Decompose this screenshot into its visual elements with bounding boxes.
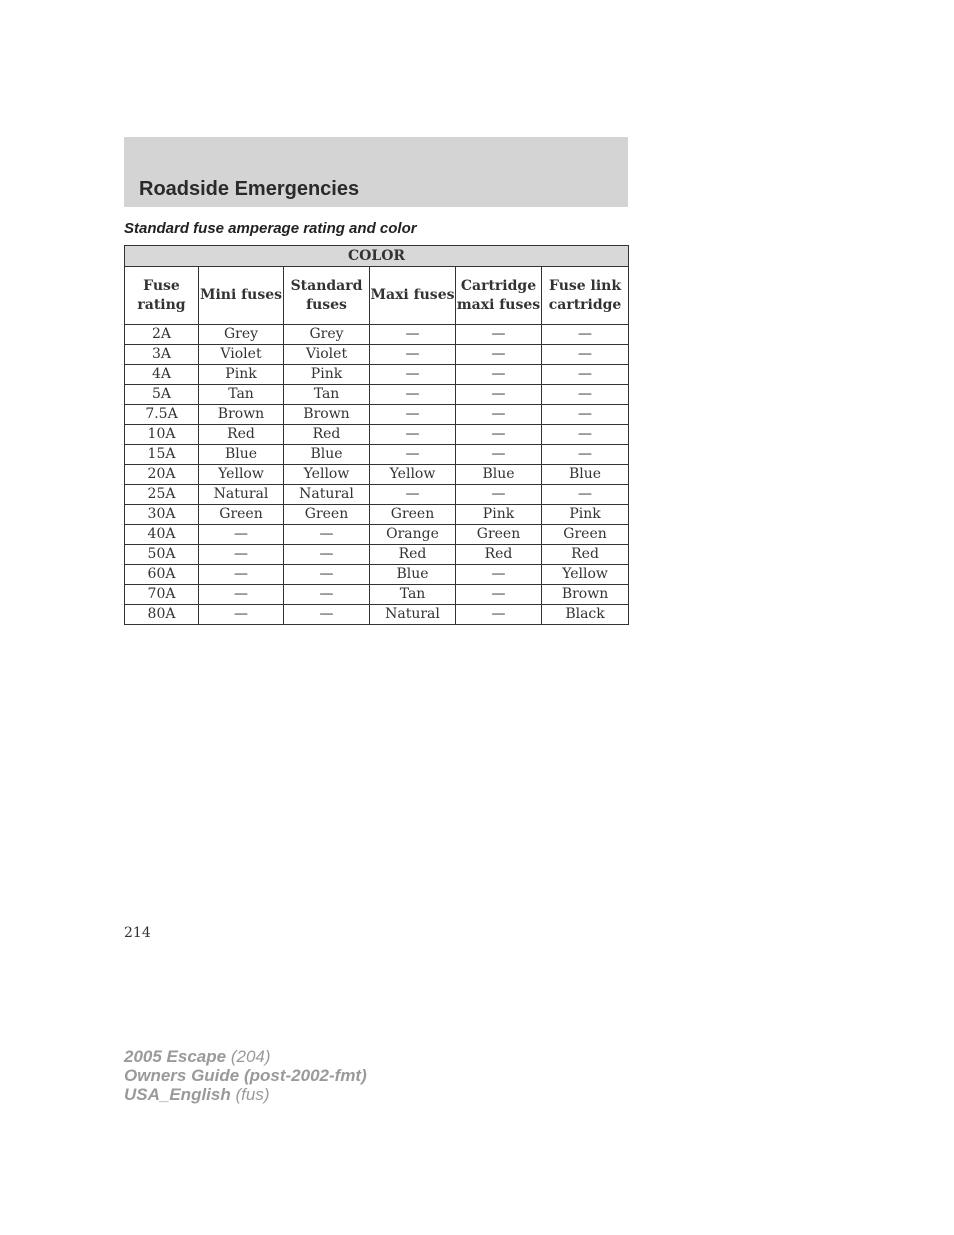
- table-row: [125, 465, 629, 485]
- color-cell: —: [456, 365, 542, 385]
- color-cell: —: [284, 585, 370, 605]
- table-row: [125, 445, 629, 465]
- color-cell: —: [456, 405, 542, 425]
- color-cell: Yellow: [284, 465, 370, 485]
- table-row: [125, 605, 629, 625]
- footer-guide: Owners Guide (post-2002-fmt): [124, 1066, 367, 1085]
- color-cell: Green: [542, 525, 629, 545]
- color-cell: Violet: [284, 345, 370, 365]
- color-cell: —: [199, 525, 284, 545]
- column-header: Standard fuses: [284, 267, 370, 325]
- table-row: [125, 385, 629, 405]
- fuse-rating-cell: 3A: [125, 345, 199, 365]
- fuse-rating-cell: 7.5A: [125, 405, 199, 425]
- color-cell: —: [456, 445, 542, 465]
- color-cell: Red: [199, 425, 284, 445]
- footer-locale: USA_English: [124, 1085, 231, 1104]
- color-cell: —: [199, 585, 284, 605]
- color-cell: Red: [284, 425, 370, 445]
- footer-model-code: (204): [230, 1047, 271, 1066]
- color-cell: Blue: [284, 445, 370, 465]
- column-header: Cartridge maxi fuses: [456, 267, 542, 325]
- color-cell: —: [542, 345, 629, 365]
- color-cell: —: [199, 605, 284, 625]
- table-body: [125, 325, 629, 625]
- table-row: [125, 365, 629, 385]
- color-cell: —: [456, 425, 542, 445]
- color-cell: —: [284, 545, 370, 565]
- document-footer: [124, 1047, 367, 1104]
- color-cell: —: [370, 485, 456, 505]
- fuse-rating-cell: 5A: [125, 385, 199, 405]
- color-cell: Grey: [199, 325, 284, 345]
- color-cell: —: [370, 445, 456, 465]
- column-header: Fuse link cartridge: [542, 267, 629, 325]
- table-row: [125, 485, 629, 505]
- color-cell: Green: [284, 505, 370, 525]
- table-caption: Standard fuse amperage rating and color: [124, 220, 417, 237]
- color-cell: —: [456, 585, 542, 605]
- table-row: [125, 585, 629, 605]
- color-cell: —: [370, 425, 456, 445]
- color-cell: Green: [370, 505, 456, 525]
- table-header-row: [125, 267, 629, 325]
- table-row: [125, 545, 629, 565]
- column-header: Fuse rating: [125, 267, 199, 325]
- color-cell: —: [542, 485, 629, 505]
- fuse-rating-cell: 50A: [125, 545, 199, 565]
- fuse-rating-cell: 60A: [125, 565, 199, 585]
- column-header: Maxi fuses: [370, 267, 456, 325]
- color-cell: —: [456, 385, 542, 405]
- footer-line-3: [124, 1085, 367, 1104]
- footer-model: 2005 Escape: [124, 1047, 227, 1066]
- color-cell: Brown: [199, 405, 284, 425]
- column-header: Mini fuses: [199, 267, 284, 325]
- color-cell: Blue: [199, 445, 284, 465]
- fuse-rating-cell: 4A: [125, 365, 199, 385]
- color-cell: Pink: [284, 365, 370, 385]
- page-number: 214: [124, 925, 151, 941]
- color-cell: Brown: [284, 405, 370, 425]
- color-cell: Red: [542, 545, 629, 565]
- table-row: [125, 525, 629, 545]
- color-cell: —: [542, 365, 629, 385]
- fuse-rating-cell: 20A: [125, 465, 199, 485]
- fuse-rating-cell: 80A: [125, 605, 199, 625]
- fuse-color-table: [124, 245, 629, 625]
- color-cell: —: [456, 565, 542, 585]
- color-cell: —: [542, 425, 629, 445]
- color-cell: —: [284, 525, 370, 545]
- color-cell: Tan: [284, 385, 370, 405]
- table-row: [125, 505, 629, 525]
- color-cell: Blue: [370, 565, 456, 585]
- fuse-rating-cell: 15A: [125, 445, 199, 465]
- color-cell: Natural: [284, 485, 370, 505]
- color-cell: Black: [542, 605, 629, 625]
- color-cell: —: [542, 325, 629, 345]
- color-cell: Tan: [370, 585, 456, 605]
- table-row: [125, 405, 629, 425]
- section-header-band: [124, 137, 628, 207]
- color-cell: —: [284, 565, 370, 585]
- fuse-rating-cell: 2A: [125, 325, 199, 345]
- color-cell: —: [370, 345, 456, 365]
- fuse-rating-cell: 40A: [125, 525, 199, 545]
- fuse-rating-cell: 25A: [125, 485, 199, 505]
- color-cell: —: [199, 545, 284, 565]
- color-cell: —: [284, 605, 370, 625]
- color-cell: Violet: [199, 345, 284, 365]
- color-cell: Orange: [370, 525, 456, 545]
- color-cell: Yellow: [542, 565, 629, 585]
- footer-line-1: [124, 1047, 367, 1066]
- color-cell: —: [370, 325, 456, 345]
- color-cell: —: [370, 405, 456, 425]
- fuse-rating-cell: 10A: [125, 425, 199, 445]
- color-cell: Natural: [370, 605, 456, 625]
- table-row: [125, 565, 629, 585]
- color-cell: —: [199, 565, 284, 585]
- color-cell: Pink: [542, 505, 629, 525]
- color-cell: Grey: [284, 325, 370, 345]
- fuse-rating-cell: 70A: [125, 585, 199, 605]
- color-cell: Yellow: [199, 465, 284, 485]
- color-cell: —: [456, 605, 542, 625]
- color-cell: —: [456, 345, 542, 365]
- color-cell: —: [542, 445, 629, 465]
- color-cell: Blue: [456, 465, 542, 485]
- footer-locale-code: (fus): [235, 1085, 270, 1104]
- color-cell: Brown: [542, 585, 629, 605]
- fuse-rating-cell: 30A: [125, 505, 199, 525]
- footer-line-2: [124, 1066, 367, 1085]
- color-cell: Red: [456, 545, 542, 565]
- color-cell: Red: [370, 545, 456, 565]
- color-cell: Pink: [456, 505, 542, 525]
- color-cell: —: [370, 365, 456, 385]
- color-cell: Green: [199, 505, 284, 525]
- color-cell: —: [456, 325, 542, 345]
- color-cell: Pink: [199, 365, 284, 385]
- color-cell: Tan: [199, 385, 284, 405]
- color-cell: —: [456, 485, 542, 505]
- color-cell: Green: [456, 525, 542, 545]
- table-row: [125, 325, 629, 345]
- table-row: [125, 345, 629, 365]
- section-title: Roadside Emergencies: [139, 178, 360, 200]
- table-row: [125, 425, 629, 445]
- color-cell: Blue: [542, 465, 629, 485]
- color-cell: —: [542, 385, 629, 405]
- table-group-header-row: [125, 246, 629, 267]
- color-cell: —: [370, 385, 456, 405]
- color-cell: Yellow: [370, 465, 456, 485]
- color-group-header: COLOR: [125, 246, 629, 267]
- color-cell: —: [542, 405, 629, 425]
- color-cell: Natural: [199, 485, 284, 505]
